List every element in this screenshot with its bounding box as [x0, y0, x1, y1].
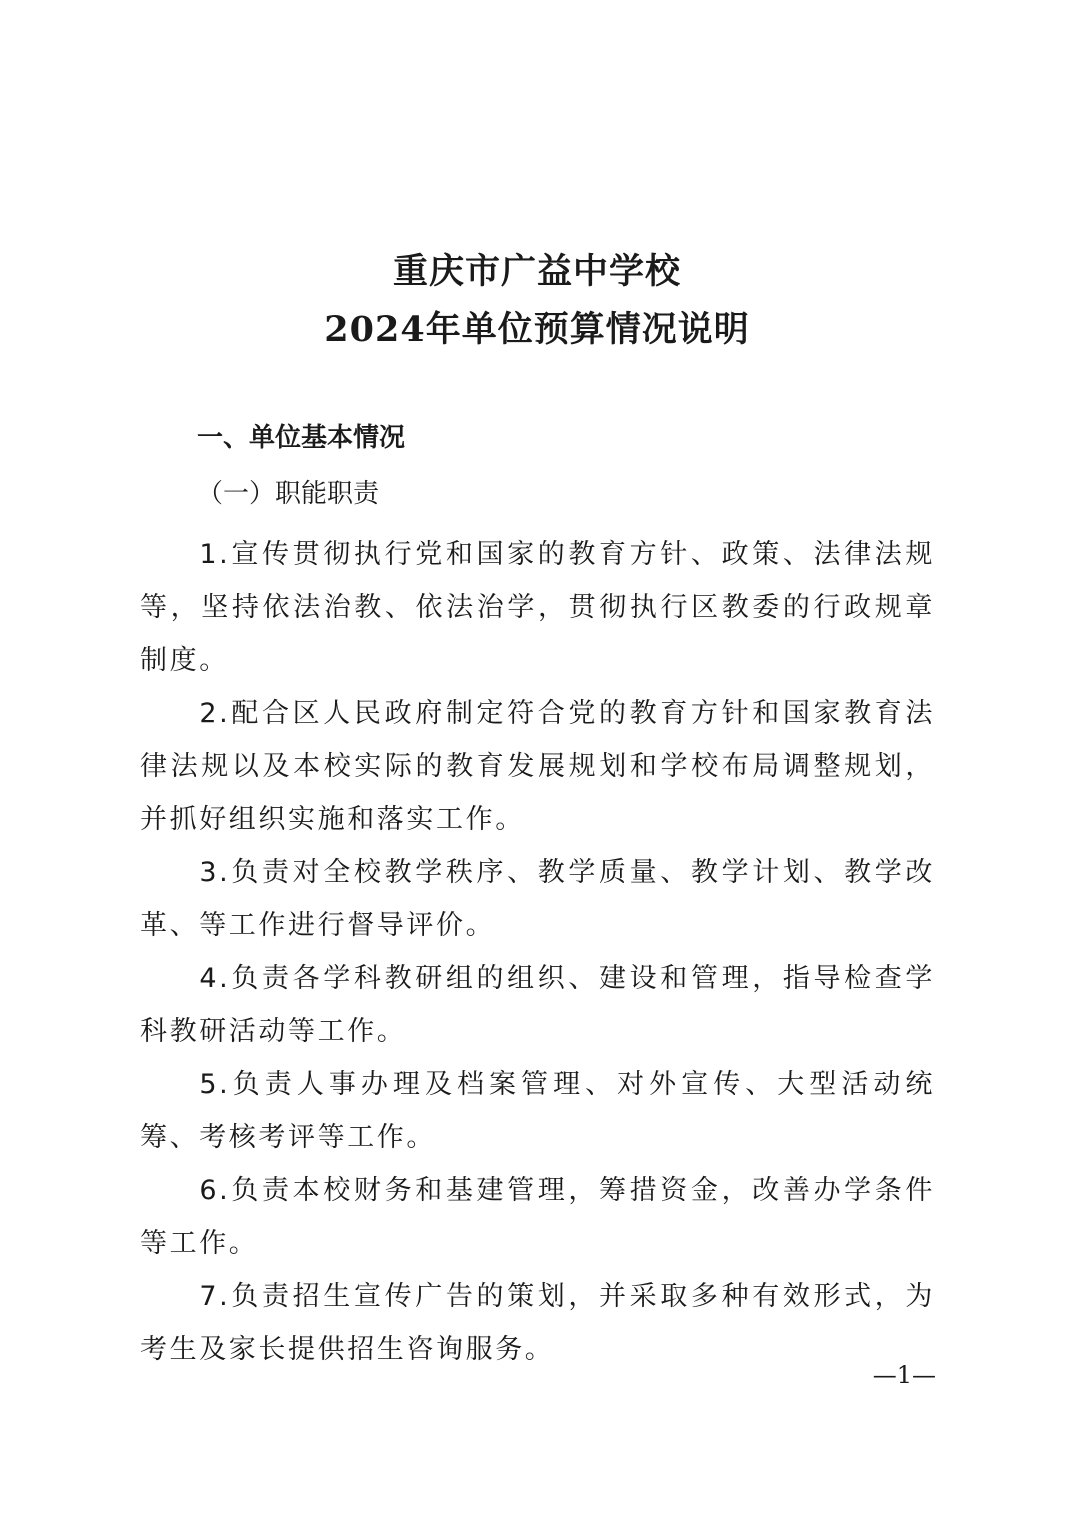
document-title-line2: 2024年单位预算情况说明 [324, 309, 750, 350]
duty-item-3: 3.负责对全校教学秩序、教学质量、教学计划、教学改革、等工作进行督导评价。 [140, 857, 935, 941]
duty-item-4: 4.负责各学科教研组的组织、建设和管理，指导检查学科教研活动等工作。 [140, 963, 935, 1047]
duties-list [140, 528, 935, 1376]
section-heading: 一、单位基本情况 [197, 423, 406, 453]
duty-item-1: 1.宣传贯彻执行党和国家的教育方针、政策、法律法规等，坚持依法治教、依法治学，贯彻执行区教委的行政规章制度。 [140, 539, 935, 676]
duty-item-5: 5.负责人事办理及档案管理、对外宣传、大型活动统筹、考核考评等工作。 [140, 1069, 935, 1153]
duty-item-2: 2.配合区人民政府制定符合党的教育方针和国家教育法律法规以及本校实际的教育发展规划和学校布局调整规划，并抓好组织实施和落实工作。 [140, 698, 935, 835]
document-title-line1: 重庆市广益中学校 [392, 251, 681, 292]
page-number: —1— [872, 1361, 936, 1389]
duty-item-6: 6.负责本校财务和基建管理，筹措资金，改善办学条件等工作。 [140, 1175, 935, 1259]
subsection-heading: （一）职能职责 [197, 479, 380, 509]
duty-item-7: 7.负责招生宣传广告的策划，并采取多种有效形式，为考生及家长提供招生咨询服务。 [140, 1281, 935, 1365]
